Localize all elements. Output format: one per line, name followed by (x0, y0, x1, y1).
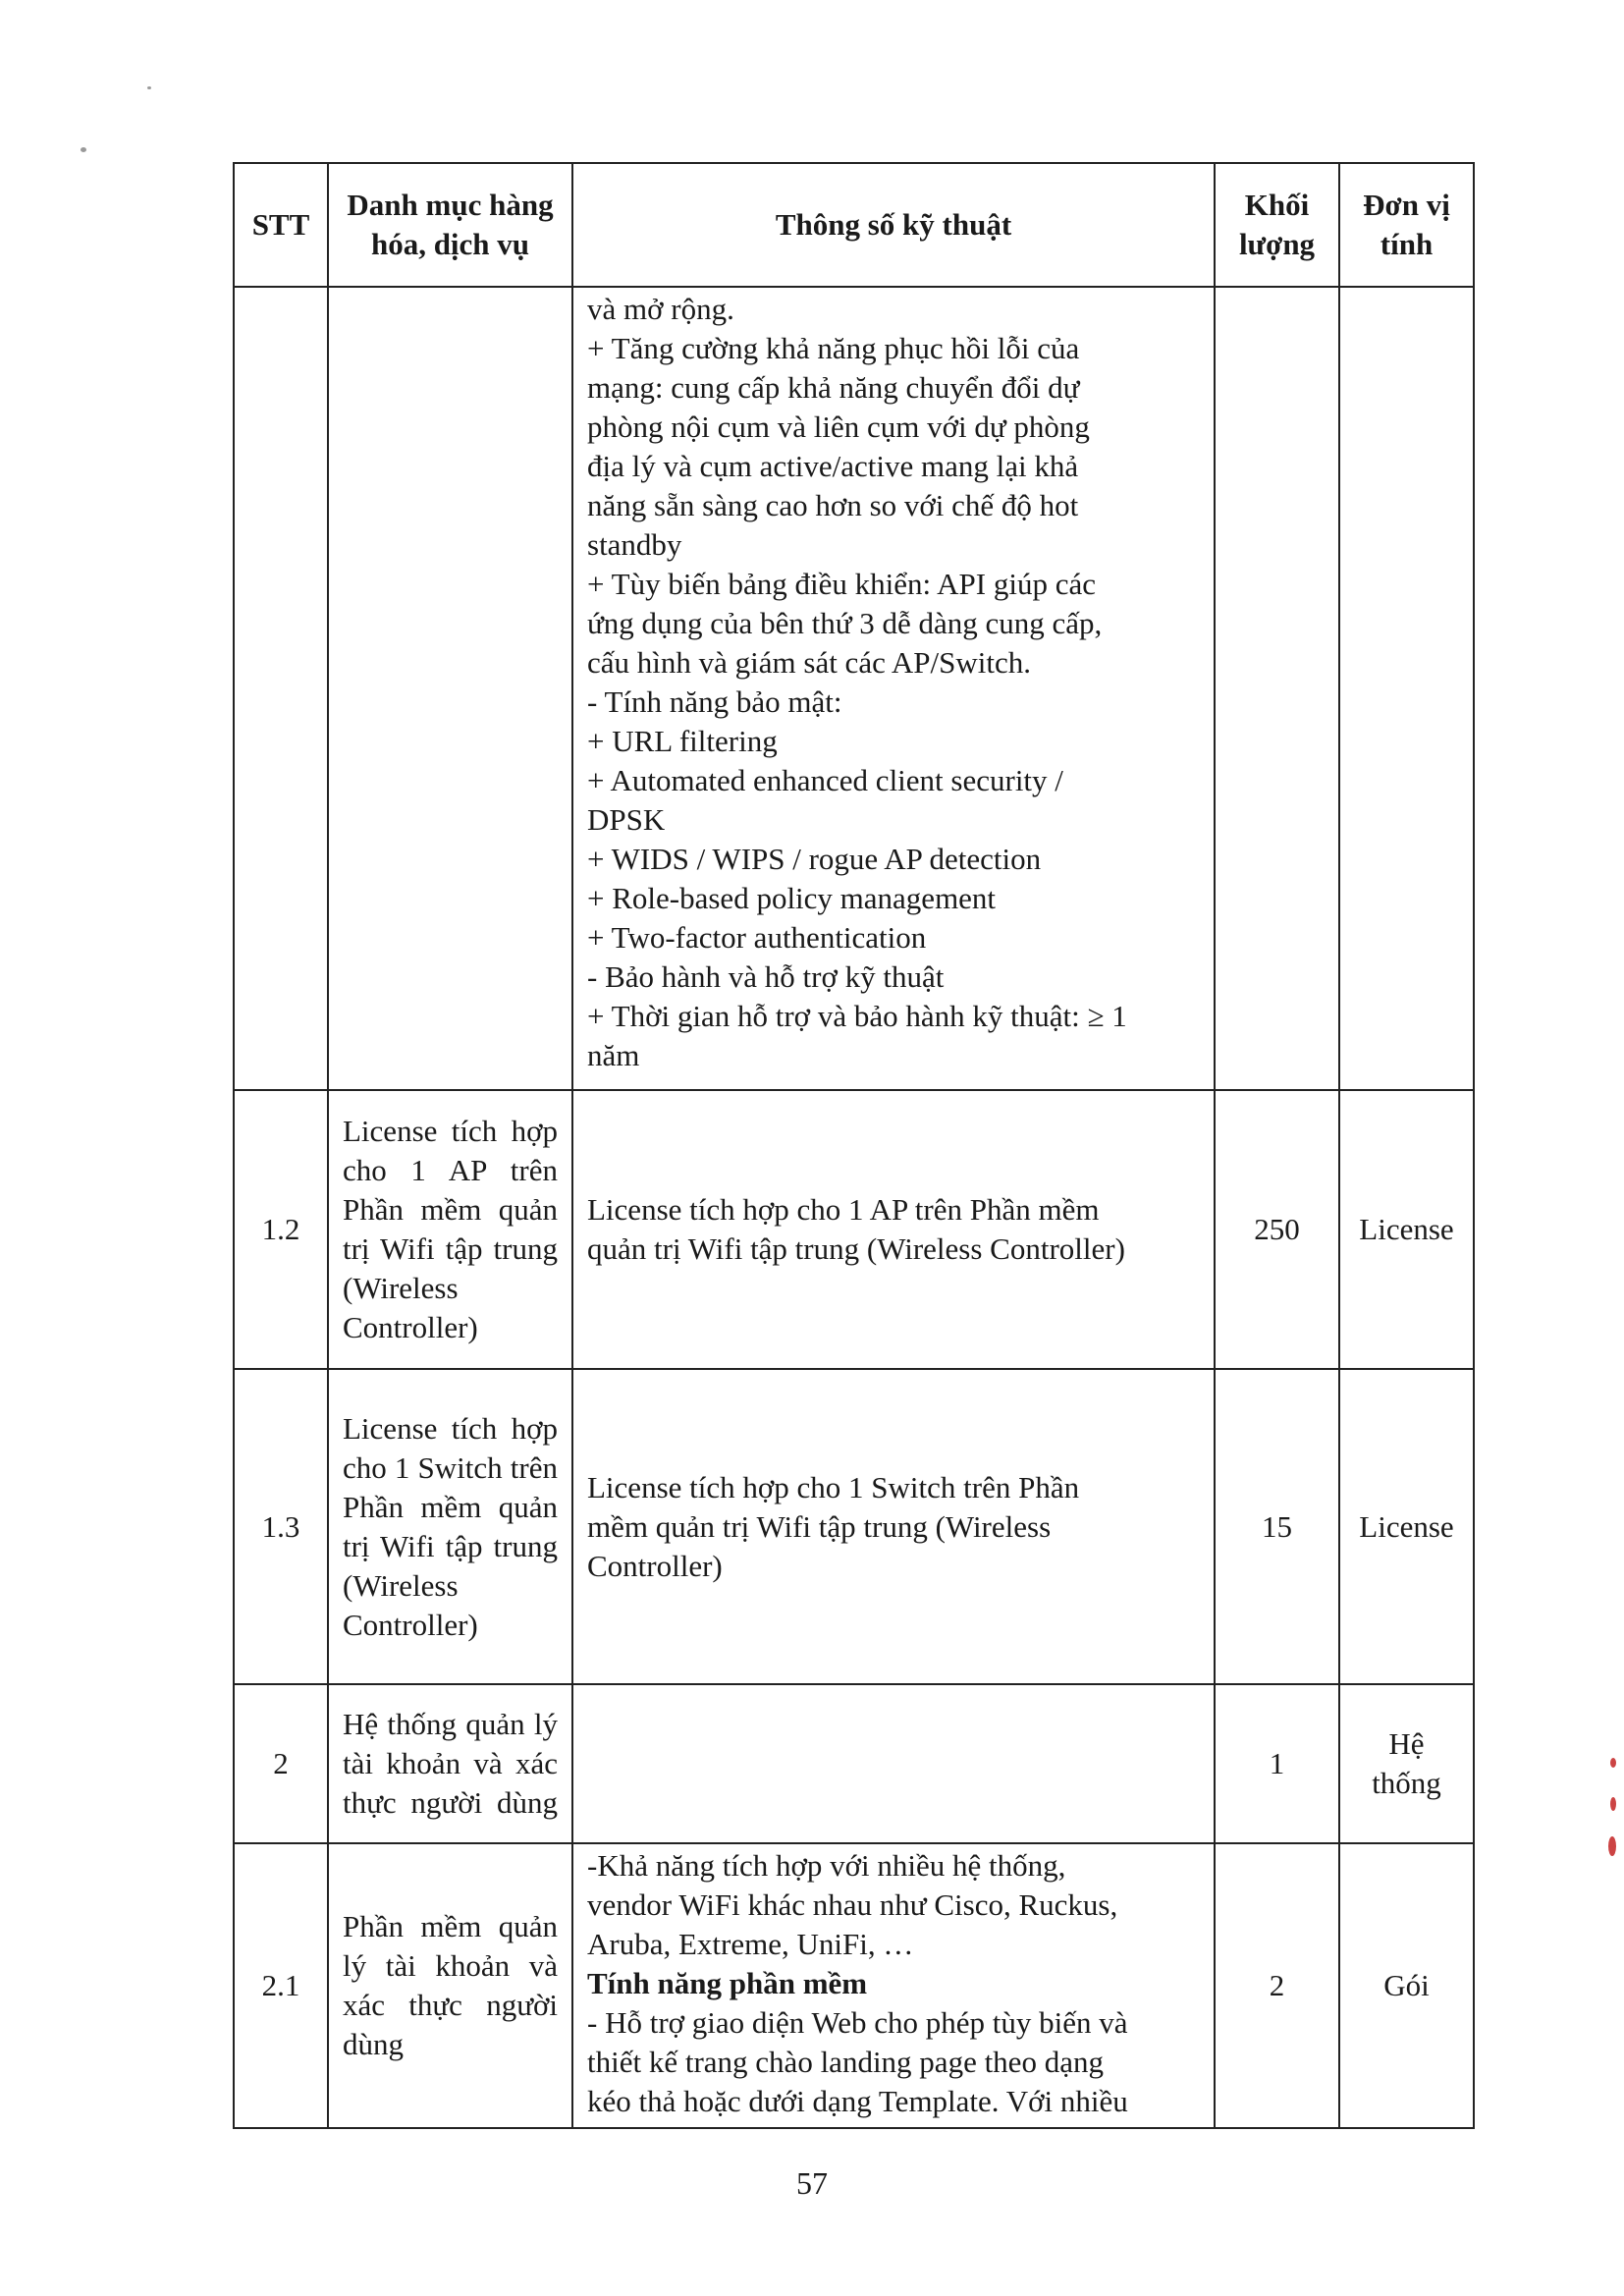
spec-line: + Tăng cường khả năng phục hồi lỗi của (587, 331, 1080, 365)
header-spec: Thông số kỹ thuật (572, 163, 1215, 287)
stt-cell: 2.1 (234, 1843, 328, 2128)
name-cell: License tích hợp cho 1 Switch trên Phần mềm quản trị Wifi tập trung (Wireless Controller) (328, 1369, 572, 1684)
spec-line: Controller) (587, 1548, 723, 1583)
table-row (234, 1684, 1474, 1843)
spec-line: + Thời gian hỗ trợ và bảo hành kỹ thuật: ≥ 1 (587, 999, 1127, 1033)
spec-line: mềm quản trị Wifi tập trung (Wireless (587, 1508, 1052, 1544)
spec-line: kéo thả hoặc dưới dạng Template. Với nhiều (587, 2084, 1128, 2118)
quantity-cell: 15 (1215, 1369, 1339, 1684)
spec-line: địa lý và cụm active/active mang lại khả (587, 449, 1079, 483)
spec-line: License tích hợp cho 1 Switch trên Phần (587, 1469, 1080, 1504)
table-row (234, 1369, 1474, 1684)
header-unit: Đơn vị tính (1339, 163, 1474, 287)
spec-line: standby (587, 527, 682, 562)
spec-line: thiết kế trang chào landing page theo dạng (587, 2045, 1104, 2079)
spec-line: + Tùy biến bảng điều khiển: API giúp các (587, 567, 1096, 601)
spec-cell (572, 1684, 1215, 1843)
spec-line: Aruba, Extreme, UniFi, … (587, 1927, 914, 1961)
quantity-cell: 250 (1215, 1090, 1339, 1369)
spec-line: vendor WiFi khác nhau như Cisco, Ruckus, (587, 1887, 1118, 1922)
spec-cell (572, 287, 1215, 1090)
scan-speck (81, 147, 86, 152)
stt-cell: 1.3 (234, 1369, 328, 1684)
spec-line: quản trị Wifi tập trung (Wireless Controller) (587, 1231, 1125, 1266)
spec-cell (572, 1090, 1215, 1369)
table-header-row (234, 163, 1474, 287)
spec-line: - Bảo hành và hỗ trợ kỹ thuật (587, 959, 945, 994)
spec-line: + URL filtering (587, 724, 778, 758)
header-quantity: Khối lượng (1215, 163, 1339, 287)
spec-line: + Two-factor authentication (587, 920, 927, 955)
spec-line: năng sẵn sàng cao hơn so với chế độ hot (587, 488, 1079, 522)
name-cell: License tích hợp cho 1 AP trên Phần mềm quản trị Wifi tập trung (Wireless Controller) (328, 1090, 572, 1369)
table-row (234, 1843, 1474, 2128)
spec-line: + Automated enhanced client security / (587, 763, 1063, 797)
unit-cell: Gói (1339, 1843, 1474, 2128)
table-row (234, 1090, 1474, 1369)
unit-cell: License (1339, 1369, 1474, 1684)
spec-cell (572, 1843, 1215, 2128)
name-cell: Phần mềm quản lý tài khoản và xác thực người dùng (328, 1843, 572, 2128)
scan-speck (1610, 1758, 1616, 1768)
unit-cell: License (1339, 1090, 1474, 1369)
spec-line: - Tính năng bảo mật: (587, 684, 842, 719)
specification-table (233, 162, 1475, 2129)
spec-line: DPSK (587, 802, 666, 837)
unit-cell (1339, 287, 1474, 1090)
scan-speck (1608, 1836, 1616, 1856)
scan-speck (1610, 1797, 1616, 1811)
spec-line: - Hỗ trợ giao diện Web cho phép tùy biến và (587, 2005, 1128, 2040)
stt-cell (234, 287, 328, 1090)
spec-line: License tích hợp cho 1 AP trên Phần mềm (587, 1192, 1100, 1227)
spec-line-heading: Tính năng phần mềm (587, 1966, 868, 2000)
spec-cell (572, 1369, 1215, 1684)
table-row-continuation (234, 287, 1474, 1090)
stt-cell: 2 (234, 1684, 328, 1843)
page-number: 57 (796, 2165, 828, 2201)
quantity-cell (1215, 287, 1339, 1090)
name-cell (328, 287, 572, 1090)
spec-line: -Khả năng tích hợp với nhiều hệ thống, (587, 1848, 1066, 1883)
header-stt: STT (234, 163, 328, 287)
name-cell: Hệ thống quản lý tài khoản và xác thực người dùng (328, 1684, 572, 1843)
scan-speck (147, 86, 151, 89)
stt-cell: 1.2 (234, 1090, 328, 1369)
spec-line: ứng dụng của bên thứ 3 dễ dàng cung cấp, (587, 606, 1103, 640)
quantity-cell: 1 (1215, 1684, 1339, 1843)
spec-line: + Role-based policy management (587, 881, 997, 915)
spec-line: phòng nội cụm và liên cụm với dự phòng (587, 410, 1090, 444)
spec-line: năm (587, 1038, 640, 1072)
header-name: Danh mục hàng hóa, dịch vụ (328, 163, 572, 287)
spec-line: và mở rộng. (587, 292, 734, 326)
spec-line: mạng: cung cấp khả năng chuyển đổi dự (587, 370, 1080, 405)
spec-line: + WIDS / WIPS / rogue AP detection (587, 842, 1042, 876)
unit-cell: Hệ thống (1339, 1684, 1474, 1843)
quantity-cell: 2 (1215, 1843, 1339, 2128)
spec-line: cấu hình và giám sát các AP/Switch. (587, 645, 1031, 680)
